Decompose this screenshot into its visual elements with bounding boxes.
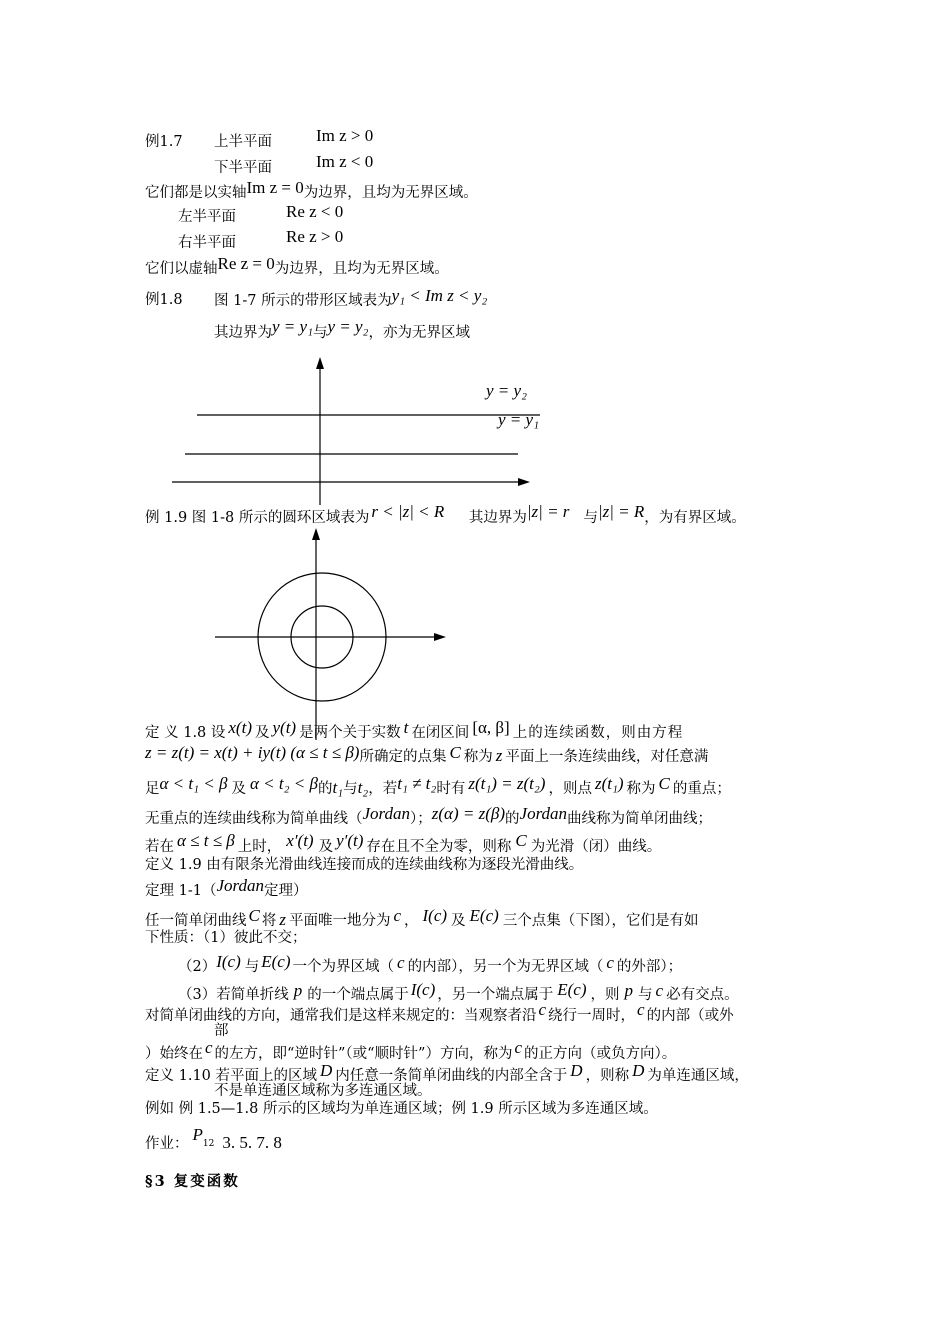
- strip-label-y2: y = y₂: [486, 381, 527, 400]
- strip-boundary-text: 其边界为y = y₁与y = y₂，亦为无界区域: [214, 317, 470, 341]
- annulus-y-arrow: [312, 528, 320, 540]
- def-1-9: 定义 1.9 由有限条光滑曲线连接而成的连续曲线称为逐段光滑曲线。: [145, 857, 584, 873]
- imaginary-axis-boundary-note: 它们以虚轴Re z = 0为边界，且均为无界区域。: [145, 254, 449, 277]
- homework-line: 作业： P12 3. 5. 7. 8: [145, 1125, 282, 1152]
- lower-half-plane-formula: Im z < 0: [316, 152, 374, 171]
- section-heading: §3 复变函数: [145, 1173, 240, 1190]
- def-1-8-line2: z = z(t) = x(t) + iy(t) (α ≤ t ≤ β)所确定的点集 C 称为 z 平面上一条连续曲线，对任意满: [145, 743, 709, 765]
- strip-label-y1: y = y₁: [498, 410, 539, 429]
- annulus-x-arrow: [434, 633, 446, 641]
- strip-region-text: 图 1-7 所示的带形区域表为y₁ < Im z < y₂: [214, 286, 488, 309]
- annulus-inner-circle: [291, 606, 353, 668]
- theorem-1-1-line2: 下性质：（1）彼此不交；: [145, 930, 307, 946]
- def-1-8-line1: 定 义 1.8 设 x(t) 及 y(t) 是两个关于实数 t 在闭区间 [α, β] 上的连续函数，则由方程: [145, 718, 684, 741]
- def-1-8-line5: 若在 α ≤ t ≤ β 上时， x′(t) 及 y′(t) 存在且不全为零，则称 C 为光滑（闭）曲线。: [145, 831, 662, 855]
- left-half-plane-label: 左半平面: [178, 209, 236, 225]
- example-1-7-label: 例1.7: [145, 134, 183, 150]
- def-1-10-line2: 不是单连通区域称为多连通区域。: [214, 1083, 432, 1099]
- annulus-region-text: 例 1.9 图 1-8 所示的圆环区域表为 r < |z| < R 其边界为|z| = r 与|z| = R，为有界区域。: [145, 502, 746, 526]
- theorem-1-1-title: 定理 1-1（Jordan定理）: [145, 876, 308, 899]
- def-1-10-line1: 定义 1.10 若平面上的区域 D 内任意一条简单闭曲线的内部全含于 D ，则称 D 为单连通区域，: [145, 1061, 749, 1084]
- theorem-1-1-property-3: （3）若简单折线 p 的一个端点属于 I(c) ，另一个端点属于 E(c) ，则 p 与 c 必有交点。: [178, 980, 739, 1003]
- real-axis-boundary-note: 它们都是以实轴Im z = 0为边界，且均为无界区域。: [145, 178, 478, 201]
- upper-half-plane-label: 上半平面: [214, 134, 272, 150]
- annulus-outer-circle: [258, 573, 386, 701]
- strip-x-arrow: [518, 478, 530, 486]
- right-half-plane-label: 右半平面: [178, 235, 236, 251]
- lower-half-plane-label: 下半平面: [214, 160, 272, 176]
- orientation-line2: ）始终在 c 的左方，即“逆时针”（或“顺时针”）方向，称为 c 的正方向（或负方向）。: [145, 1038, 677, 1062]
- left-half-plane-formula: Re z < 0: [286, 202, 344, 221]
- def-1-8-line4: 无重点的连续曲线称为简单曲线（Jordan）；z(α) = z(β)的Jordan曲线称为简单闭曲线；: [145, 804, 713, 827]
- def-1-8-line3: 足α < t₁ < β 及 α < t₂ < β的t₁与t₂，若t₁ ≠ t₂时有 z(t₁) = z(t₂) ，则点 z(t₁) 称为 C 的重点；: [145, 774, 731, 797]
- example-note: 例如 例 1.5—1.8 所示的区域均为单连通区域；例 1.9 所示区域为多连通区域。: [145, 1101, 658, 1117]
- example-1-8-label: 例1.8: [145, 292, 183, 308]
- orientation-line1: 对简单闭曲线的方向，通常我们是这样来规定的：当观察者沿 c 绕行一周时， c 的内部（或外: [145, 1000, 734, 1024]
- strip-y-arrow: [316, 357, 324, 369]
- theorem-1-1-property-2: （2）I(c) 与 E(c) 一个为界区域（ c 的内部），另一个为无界区域（ c 的外部）；: [178, 952, 683, 975]
- orientation-wrap: 部: [214, 1023, 229, 1039]
- theorem-1-1-line1: 任一简单闭曲线 C 将 z 平面唯一地分为 c ， I(c) 及 E(c) 三个点集（下图），它们是有如: [145, 906, 699, 929]
- upper-half-plane-formula: Im z > 0: [316, 126, 374, 145]
- right-half-plane-formula: Re z > 0: [286, 227, 344, 246]
